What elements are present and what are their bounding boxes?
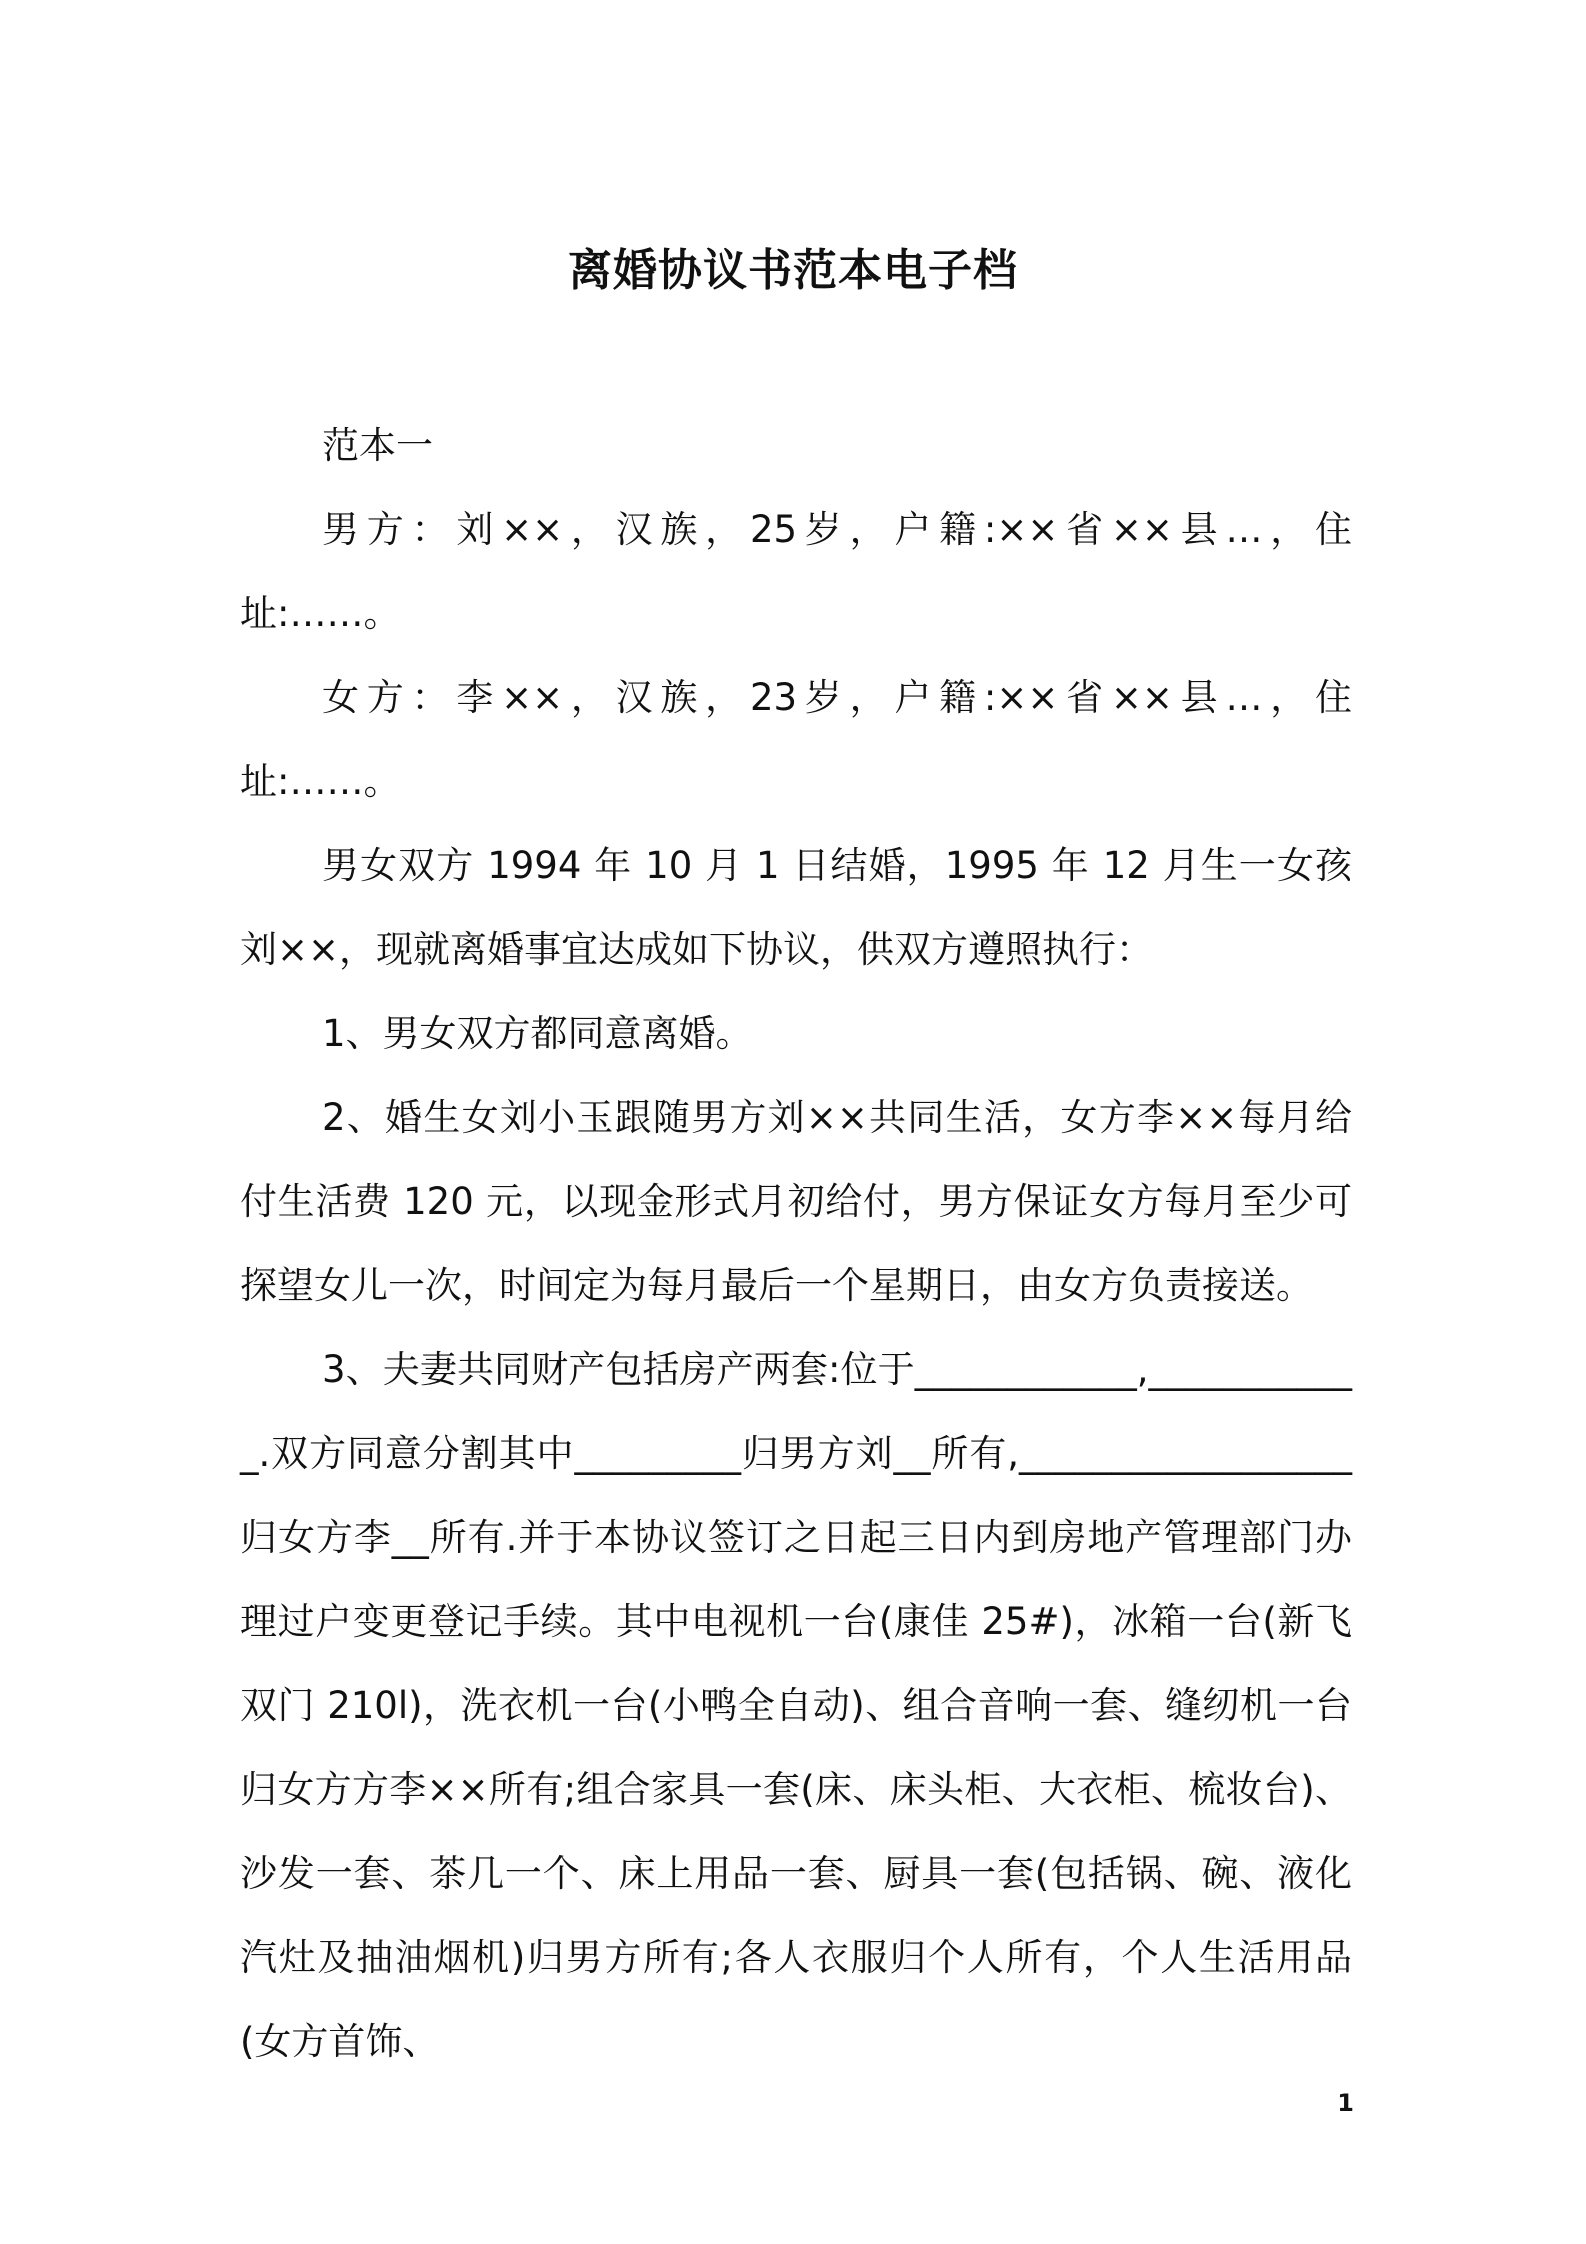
document-title: 离婚协议书范本电子档 [568, 245, 1018, 297]
clause-3-paragraph: 3、夫妻共同财产包括房产两套:位于____________,____________.双方同意分割其中_________归男方刘__所有,__________________归女方李__所有.并于本协议签订之日起三日内到房地产管理部门办理过户变更登记手续。其中电视机一台(康佳 25#)，冰箱一台(新飞双门 210l)，洗衣机一台(小鸭全自动)、组合音响一套、缝纫机一台归女方方李××所有;组合家具一套(床、床头柜、大衣柜、梳妆台)、沙发一套、茶几一个、床上用品一套、厨具一套(包括锅、碗、液化汽灶及抽油烟机)归男方所有;各人衣服归个人所有，个人生活用品(女方首饰、 [240, 1348, 1352, 2063]
marriage-summary-paragraph: 男女双方 1994 年 10 月 1 日结婚，1995 年 12 月生一女孩刘××，现就离婚事宜达成如下协议，供双方遵照执行： [240, 844, 1352, 971]
party-male-paragraph: 男方：刘××，汉族，25岁，户籍:××省××县…，住址:……。 [240, 508, 1352, 635]
clause-1-paragraph: 1、男女双方都同意离婚。 [322, 1012, 753, 1055]
page-number: 1 [1337, 2089, 1354, 2117]
clause-2-paragraph: 2、婚生女刘小玉跟随男方刘××共同生活，女方李××每月给付生活费 120 元，以现金形式月初给付，男方保证女方每月至少可探望女儿一次，时间定为每月最后一个星期日，由女方负责接送。 [240, 1096, 1352, 1307]
document-body [240, 404, 1352, 2084]
party-female-paragraph: 女方：李××，汉族，23岁，户籍:××省××县…，住址:……。 [240, 676, 1352, 803]
section-heading: 范本一 [322, 424, 433, 467]
